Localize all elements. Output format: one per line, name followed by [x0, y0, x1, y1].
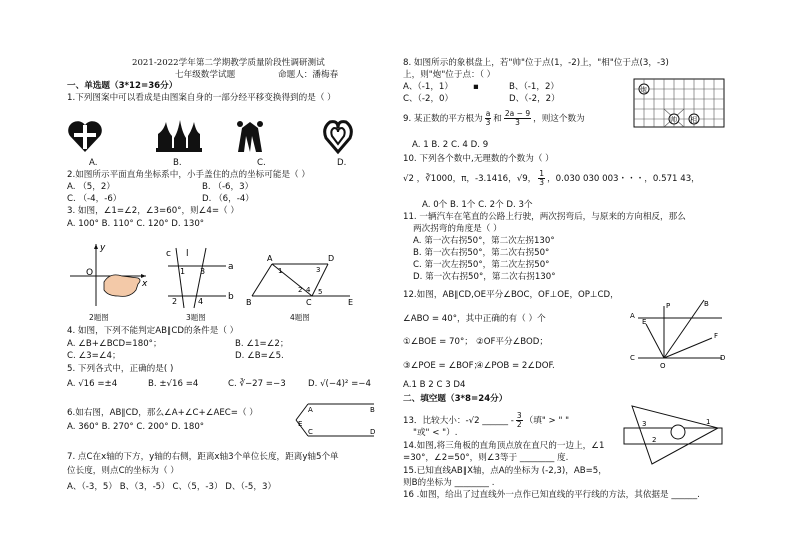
ornament-icon: ▪ — [473, 82, 479, 92]
section1-title: 一、单选题（3*12=36分） — [67, 81, 178, 91]
fig12-label-D: D — [720, 354, 726, 362]
fig2-y-label: y — [100, 243, 106, 253]
fig12-label-O: O — [660, 362, 666, 370]
fig3-num-1: 1 — [180, 267, 186, 276]
q15-line1: 15.已知直线AB∥X轴，点A的坐标为 (-2,3)，AB=5， — [403, 466, 607, 476]
fig4-num-3: 3 — [316, 266, 321, 274]
drop-outline-icon — [325, 122, 352, 152]
q11-option-d: D. 第一次右拐50°，第二次右拐130° — [413, 272, 556, 282]
coordinate-hand-figure — [70, 244, 146, 306]
hand-icon — [104, 275, 140, 297]
q15-line2: 则B的坐标为 ________ . — [403, 478, 495, 488]
q14-line1: 14.如图,将三角板的直角顶点放在直尺的一边上，∠1 — [403, 441, 605, 451]
fig3-label-l: l — [186, 249, 189, 259]
q4-option-c: C. ∠3=∠4； — [67, 351, 121, 361]
book-wave-icon — [156, 120, 202, 152]
fig4-label-B: B — [246, 298, 252, 307]
fig14-num-3: 3 — [642, 420, 647, 428]
fig2-caption: 2题图 — [89, 313, 109, 322]
q16-text: 16 .如图，给出了过直线外一点作已知直线的平行线的方法，其依据是 ______. — [403, 490, 700, 500]
q11-option-a: A. 第一次右拐50°，第二次左拐130° — [413, 236, 555, 246]
chess-piece-shuai: 帅 — [670, 116, 677, 124]
q8-option-b: B、（-1，2） — [509, 82, 560, 92]
q8-option-d: D、（-2，2） — [509, 94, 560, 104]
exam-title: 2021-2022学年第二学期教学质量阶段性调研测试 — [132, 58, 325, 68]
q8-option-c: C、（-2，0） — [403, 94, 454, 104]
q2-q4-figures — [66, 242, 366, 314]
q2-option-a: A. （5，2） — [67, 182, 115, 192]
q12-statement-4: ④∠POB = 2∠DOF. — [476, 361, 555, 371]
q4-option-b: B. ∠1=∠2； — [235, 339, 289, 349]
q5-option-c: C. ∛−27 =−3 — [228, 379, 286, 389]
q12-line1: 12.如图，AB∥CD,OE平分∠BOC，OF⊥OE，OP⊥CD， — [403, 290, 619, 300]
chess-piece-pao: 炮 — [640, 86, 647, 94]
q12-figure — [628, 296, 728, 370]
fig6-label-C: C — [308, 428, 313, 436]
q1-figures — [66, 116, 366, 156]
q9-frac1: $\frac{a}{3}$ — [485, 109, 491, 127]
fig2-origin-label: O — [86, 268, 94, 278]
q2-option-b: B. （-6，3） — [202, 182, 254, 192]
q12-statement-3: ③∠POE = ∠BOF； — [403, 361, 483, 371]
fig6-label-E: E — [298, 420, 303, 428]
fig3-num-2: 2 — [172, 297, 178, 306]
q12-line2: ∠ABO = 40°，其中正确的有（ ）个 — [403, 314, 546, 324]
q14-line2: =30°，∠2=50°，则∠3等于 ________ 度. — [403, 453, 569, 463]
fig3-label-c: c — [166, 249, 171, 259]
q9-line — [403, 110, 585, 127]
fig12-label-B: B — [704, 300, 709, 308]
fig12-label-E: E — [642, 318, 647, 326]
figures-icon — [237, 121, 263, 152]
fig6-label-D: D — [370, 428, 376, 436]
q12-statement-2: ②OF平分∠BOD； — [476, 337, 549, 347]
chess-piece-xiang: 相 — [690, 116, 697, 124]
q12-options: A.1 B 2 C 3 D4 — [403, 380, 466, 390]
heart-cross-icon — [68, 121, 102, 152]
q2-option-d: D. （6，-4） — [202, 194, 254, 204]
q13-line2: "或" < "）. — [413, 428, 458, 438]
q7-line2: 位长度，则点C的坐标为（ ） — [67, 466, 179, 476]
q6-text: 6.如右图，AB∥CD，那么∠A+∠C+∠AEC=（ ） — [67, 408, 258, 418]
q11-line1: 11. 一辆汽车在笔直的公路上行驶，两次拐弯后，与原来的方向相反，那么 — [403, 212, 686, 222]
q10-options: A. 0个 B. 1个 C. 2个 D. 3个 — [422, 200, 533, 210]
q12-statement-1: ①∠BOE = 70°； — [403, 337, 473, 347]
q2-option-c: C. （-4，-6） — [67, 194, 122, 204]
fig12-label-A: A — [630, 312, 635, 320]
fig14-num-1: 1 — [706, 418, 711, 426]
q8-line2: 上，则"炮"位于点：（ ） — [403, 70, 496, 80]
fig14-num-2: 2 — [652, 436, 657, 444]
fig4-caption: 4题图 — [290, 313, 310, 322]
q9-frac2: $\frac{2a - 9}{3}$ — [504, 109, 531, 127]
q8-line1: 8. 如图所示的象棋盘上，若"帅"位于点(1，-2)上，"相"位于点(3，-3) — [403, 58, 669, 68]
fig3-label-b: b — [228, 292, 234, 302]
q4-text: 4. 如图，下列不能判定AB∥CD的条件是（ ） — [67, 326, 239, 336]
q11-line2: 两次拐弯的角度是（ ） — [413, 224, 502, 234]
fig4-label-D: D — [328, 254, 335, 263]
fig3-num-4: 4 — [198, 297, 204, 306]
q9-and: 和 — [493, 114, 502, 124]
fig12-label-F: F — [714, 332, 719, 340]
q10-text: 10. 下列各个数中,无理数的个数为（ ） — [403, 154, 554, 164]
q6-options: A. 360° B. 270° C. 200° D. 180° — [67, 422, 205, 432]
fig4-num-2: 2 — [298, 286, 303, 294]
fig6-label-A: A — [308, 406, 313, 414]
q1-label-b: B. — [173, 158, 182, 168]
q3-text: 3. 如图，∠1=∠2，∠3=60°，则∠4=（ ） — [67, 206, 239, 216]
q14-figure — [622, 402, 726, 468]
grade-label: 七年级数学试题 — [175, 70, 236, 80]
fig4-label-A: A — [267, 254, 273, 263]
author-label: 命题人：潘梅春 — [278, 70, 339, 80]
q4-option-a: A. ∠B+∠BCD=180°； — [67, 339, 162, 349]
q7-options: A、（-3，5） B、（3，-5） C、（5，-3） D、（-5，3） — [67, 482, 277, 492]
fig4-num-5: 5 — [318, 288, 323, 296]
q9-pre: 9. 某正数的平方根为 — [403, 114, 483, 124]
q3-options: A. 100° B. 110° C. 120° D. 130° — [67, 219, 205, 229]
q13-line1: 13．比较大小：-√2 ______ - $\frac{3}{2}$ （填" > " " — [403, 411, 570, 429]
q5-option-d: D. √(−4)² =−4 — [308, 379, 371, 389]
fig4-num-4: 4 — [306, 286, 311, 294]
q6-figure — [294, 398, 380, 442]
fig12-label-P: P — [666, 302, 671, 310]
chess-board-figure — [633, 78, 727, 130]
fig4-label-C: C — [306, 298, 312, 307]
q10-numbers: √2 ，∛1000，π，-3.1416，√9， $\frac{1}{3}$ ，0.030 030 003・・・，0.571 43， — [403, 169, 700, 187]
fig4-label-E: E — [348, 298, 354, 307]
q5-text: 5. 下列各式中，正确的是( ) — [67, 364, 174, 374]
fig4-num-1: 1 — [278, 267, 283, 275]
q5-option-b: B. ±√16 =4 — [148, 379, 199, 389]
q9-options: A. 1 B. 2 C. 4 D. 9 — [412, 140, 489, 150]
fig3-num-3: 3 — [200, 267, 206, 276]
q1-label-c: C. — [257, 158, 266, 168]
q2-text: 2.如图所示平面直角坐标系中，小手盖住的点的坐标可能是（ ） — [67, 170, 310, 180]
q1-label-d: D. — [337, 158, 347, 168]
fig2-x-label: x — [142, 279, 148, 289]
q11-option-b: B. 第一次右拐50°，第二次右拐50° — [413, 248, 550, 258]
q4-option-d: D. ∠B=∠5. — [235, 351, 284, 361]
fig12-label-C: C — [630, 354, 635, 362]
q1-text: 1.下列图案中可以看成是由图案自身的一部分经平移变换得到的是（ ） — [67, 93, 336, 103]
q1-label-a: A. — [89, 158, 98, 168]
fig3-label-a: a — [228, 262, 234, 272]
fig3-caption: 3题图 — [186, 313, 206, 322]
section2-title: 二、填空题（3*8=24分） — [403, 394, 508, 404]
fig6-label-B: B — [370, 406, 375, 414]
q8-option-a: A、（-1，1） — [403, 82, 453, 92]
q11-option-c: C. 第一次左拐50°，第二次左拐50° — [413, 260, 550, 270]
q5-option-a: A. √16 =±4 — [67, 379, 118, 389]
q7-line1: 7. 点C在x轴的下方，y轴的右侧，距离x轴3个单位长度，距离y轴5个单 — [67, 452, 339, 462]
q9-post: ，则这个数为 — [533, 114, 585, 124]
